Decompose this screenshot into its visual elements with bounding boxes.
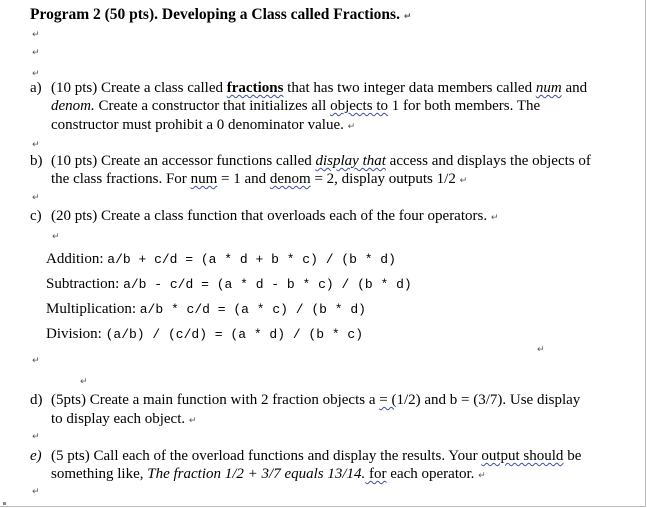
section-d-line-2: to display each object. ↵ bbox=[51, 411, 197, 427]
section-c-line-1: (20 pts) Create a class function that overloads each of the four operators. ↵ bbox=[51, 208, 499, 224]
paragraph-mark: ↵ bbox=[32, 30, 40, 40]
paragraph-mark: ↵ bbox=[32, 193, 40, 203]
operator-subtraction: Subtraction: a/b - c/d = (a * d - b * c) / (b * d) bbox=[46, 276, 412, 292]
section-a-line-3: constructor must prohibit a 0 denominator value. ↵ bbox=[51, 117, 356, 133]
paragraph-mark: ↵ bbox=[32, 140, 40, 150]
section-e-line-2: something like, The fraction 1/2 + 3/7 equals 13/14. for each operator. ↵ bbox=[51, 466, 486, 482]
section-marker: d) bbox=[30, 392, 43, 408]
corner-mark bbox=[3, 502, 6, 505]
section-b-line-2: the class fractions. For num = 1 and denom = 2, display outputs 1/2 ↵ bbox=[51, 171, 468, 187]
operator-addition: Addition: a/b + c/d = (a * d + b * c) / (b * d) bbox=[46, 251, 396, 267]
paragraph-mark: ↵ bbox=[32, 356, 40, 366]
section-b-line-1: (10 pts) Create an accessor functions called display that access and displays the objects of bbox=[51, 153, 591, 169]
section-e-line-1: (5 pts) Call each of the overload functions and display the results. Your output should be bbox=[51, 448, 582, 464]
section-marker: e) bbox=[30, 448, 42, 464]
section-a-line-2: denom. Create a constructor that initializes all objects to 1 for both members. The bbox=[51, 98, 541, 114]
operator-division: Division: (a/b) / (c/d) = (a * d) / (b * c) bbox=[46, 326, 364, 342]
section-d-line-1: (5pts) Create a main function with 2 fraction objects a = (1/2) and b = (3/7). Use display bbox=[51, 392, 581, 408]
paragraph-mark: ↵ bbox=[32, 48, 40, 58]
paragraph-mark: ↵ bbox=[32, 69, 40, 79]
operator-multiplication: Multiplication: a/b * c/d = (a * c) / (b * d) bbox=[46, 301, 366, 317]
paragraph-mark: ↵ bbox=[52, 232, 60, 242]
paragraph-mark: ↵ bbox=[537, 345, 545, 355]
section-marker: c) bbox=[30, 208, 42, 224]
paragraph-mark: ↵ bbox=[32, 487, 40, 497]
section-marker: b) bbox=[30, 153, 43, 169]
page-title: Program 2 (50 pts). Developing a Class called Fractions. ↵ bbox=[30, 6, 412, 23]
section-a-line-1: (10 pts) Create a class called fractions that has two integer data members called num and bbox=[51, 80, 588, 96]
paragraph-mark: ↵ bbox=[80, 377, 88, 387]
section-marker: a) bbox=[30, 80, 42, 96]
paragraph-mark: ↵ bbox=[32, 432, 40, 442]
